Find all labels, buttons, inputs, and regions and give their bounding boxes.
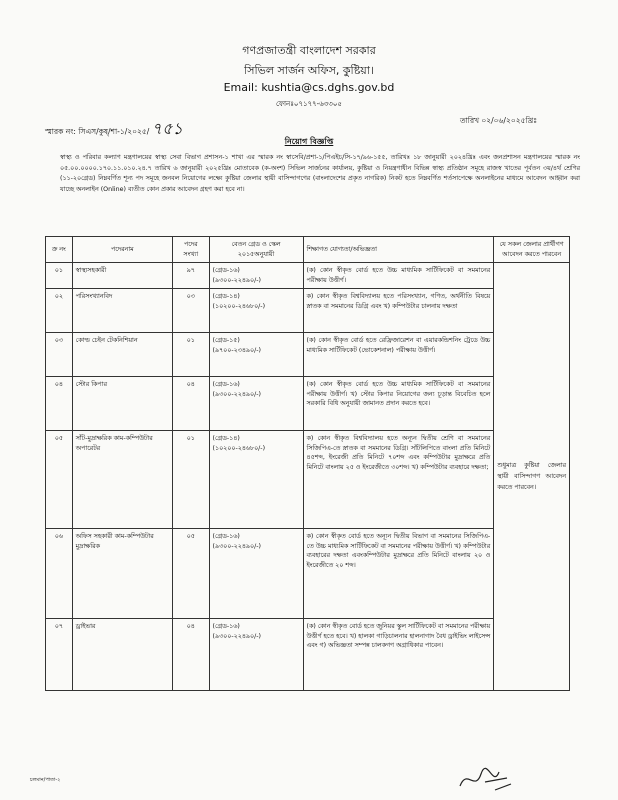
table-row <box>46 263 570 289</box>
row-grade: (গ্রেড-১৪) <box>212 435 240 442</box>
table-row <box>46 377 570 431</box>
row-serial: ০৬ <box>46 529 73 619</box>
row-grade: (গ্রেড-১৬) <box>212 623 240 630</box>
vacancy-table <box>45 236 570 691</box>
table-row <box>46 289 570 333</box>
row-scale: (১০২০০-২৪৬৮০/-) <box>212 444 266 452</box>
row-serial: ০৭ <box>46 619 73 691</box>
row-post-name: স্টোর কিপার <box>72 377 172 431</box>
row-scale: (৯৩০০-২২৪৯০/-) <box>212 390 261 398</box>
office-phone: ফোনঃ০৭১৭৭-৬৩৩০৫ <box>276 100 342 108</box>
office-email: Email: kushtia@cs.dghs.gov.bd <box>223 81 395 94</box>
row-qualification: (ক) কোন স্বীকৃত বোর্ড হতে উচ্চ মাধ্যমিক সার্টিফিকেট বা সমমানের পরীক্ষায় উত্তীর্ণ। <box>303 263 494 289</box>
row-grade-scale <box>209 431 303 529</box>
row-scale: (৯৭০০-২৩৪৯০/-) <box>212 346 261 354</box>
row-serial: ০২ <box>46 289 73 333</box>
memo-ref-number: ৭৫১ <box>151 119 183 138</box>
row-qualification: (ক) কোন স্বীকৃত বোর্ড হতে জুনিয়র স্কুল সার্টিফিকেট বা সমমানের পরীক্ষায় উত্তীর্ণ হতে হবে। খ) হালকা গাড়িচালনার হালনাগাদ বৈধ ড্রাইভিং লাইসেন্স এবং গ) অভিজ্ঞতা সম্পন্ন চালকগণ অগ্রাধিকার পাবেন। <box>303 619 494 691</box>
memo-date: তারিখ ০২/০৬/২০২৫খ্রিঃ <box>460 116 538 125</box>
row-post-name: ড্রাইভার <box>72 619 172 691</box>
col-qualification: শিক্ষাগত যোগ্যতা/অভিজ্ঞতা <box>303 237 494 263</box>
col-eligibility: যে সকল জেলার প্রার্থীগণ আবেদন করতে পারবেন <box>494 237 570 263</box>
row-grade-scale <box>209 377 303 431</box>
table-row <box>46 619 570 691</box>
row-post-count: ০৪ <box>172 619 209 691</box>
row-grade-scale <box>209 619 303 691</box>
row-qualification: ক) কোন স্বীকৃত বিশ্ববিদ্যালয় হতে পরিসংখ্যান, গণিত, অর্থনীতি বিষয়ে স্নাতক বা সমমানের ডিগ্রি এবং খ) কম্পিউটার চালনায় দক্ষতা <box>303 289 494 333</box>
row-scale: (৯৩০০-২২৪৯০/-) <box>212 276 261 284</box>
col-serial: ক্র নং <box>46 237 73 263</box>
row-post-name: অফিস সহকারী কাম-কম্পিউটার মুদ্রাক্ষরিক <box>72 529 172 619</box>
col-grade: বেতন গ্রেড ও স্কেল ২০১৫অনুযায়ী <box>209 237 303 263</box>
notice-title: নিয়োগ বিজ্ঞপ্তি <box>284 137 334 146</box>
page-continuation: চলমান/পাতা-২ <box>30 777 61 783</box>
row-grade: (গ্রেড-১৬) <box>212 267 240 274</box>
row-scale: (১০২০০-২৪৬৮০/-) <box>212 302 266 310</box>
row-post-name: পরিসংখ্যানবিদ <box>72 289 172 333</box>
signature <box>455 764 515 794</box>
memo-ref-label: স্মারক নং: সিএস/কুষ্/শা-১/২০২৫/ <box>45 127 150 136</box>
row-qualification: ক) কোন স্বীকৃত বিশ্ববিদ্যালয় হতে অন্যূন দ্বিতীয় শ্রেণি বা সমমানের সিজিপিএ-তে স্নাতক বা সমমানের ডিগ্রি। সাঁটলিপিতে বাংলা প্রতি মিনিটে ৪৫শব্দ, ইংরেজী প্রতি মিনিটে ৭০শব্দ এবং কম্পিউটার মুদ্রাক্ষরে প্রতি মিনিটে বাংলায় ২৫ ও ইংরেজীতে ৩০শব্দ। খ) কম্পিউটার ব্যবহারে দক্ষতা; <box>303 431 494 529</box>
row-grade-scale <box>209 333 303 377</box>
row-qualification: ক) কোন স্বীকৃত বোর্ড হতে অন্যূন দ্বিতীয় বিভাগ বা সমমানের সিজিপিএ-তে উচ্চ মাধ্যমিক সার্টিফিকেট বা সমমানের পরীক্ষায় উত্তীর্ণ। খ) কম্পিউটার ব্যবহারের দক্ষতা এবংকম্পিউটার মুদ্রাক্ষরে প্রতি মিনিটে বাংলায় ২০ ও ইংরেজীতে ২০ শব্দ। <box>303 529 494 619</box>
row-scale: (৯৩০০-২২৪৯০/-) <box>212 632 261 640</box>
col-count: পদের সংখ্যা <box>172 237 209 263</box>
row-grade-scale <box>209 529 303 619</box>
row-post-count: ০১ <box>172 431 209 529</box>
row-serial: ০৫ <box>46 431 73 529</box>
eligibility-cell: শুধুমাত্র কুষ্টিয়া জেলার স্থায়ী বাসিন্দাগণ আবেদন করতে পারবেন। <box>494 263 570 691</box>
table-header-row <box>46 237 570 263</box>
row-qualification: (ক) কোন স্বীকৃত বোর্ড হতে উচ্চ মাধ্যমিক সার্টিফিকেট বা সমমানের পরীক্ষায় উত্তীর্ণ। খ) স্টোর কিপার নিয়োগের জন্য চূড়ান্ত বিবেচিত হলে সরকারি বিধি অনুযায়ী জামানত প্রদান করতে হবে। <box>303 377 494 431</box>
row-post-name: সাঁট-মুদ্রাক্ষরিক কাম-কম্পিউটার অপারেটর <box>72 431 172 529</box>
row-grade-scale <box>209 263 303 289</box>
row-grade: (গ্রেড-১৪) <box>212 293 240 300</box>
row-post-count: ০৩ <box>172 289 209 333</box>
table-row <box>46 529 570 619</box>
row-qualification: (ক) কোন স্বীকৃত বোর্ড হতে রেফ্রিজারেশন বা এয়ারকন্ডিশনিং ট্রেডে উচ্চ মাধ্যমিক সার্টিফিকেট (ভোকেশনাল) পরীক্ষায় উত্তীর্ণ। <box>303 333 494 377</box>
row-post-count: ০১ <box>172 333 209 377</box>
row-post-name: স্বাস্থ্যসহকারী <box>72 263 172 289</box>
col-post: পদেরনাম <box>72 237 172 263</box>
row-serial: ০১ <box>46 263 73 289</box>
row-grade: (গ্রেড-১৫) <box>212 337 240 344</box>
row-serial: ০৩ <box>46 333 73 377</box>
table-row <box>46 431 570 529</box>
row-serial: ০৪ <box>46 377 73 431</box>
row-post-name: কোল্ড চেইন টেকনিশিয়ান <box>72 333 172 377</box>
org-name: গণপ্রজাতন্ত্রী বাংলাদেশ সরকার <box>242 44 376 57</box>
row-post-count: ০৪ <box>172 377 209 431</box>
row-post-count: ০৫ <box>172 529 209 619</box>
row-scale: (৯৩০০-২২৪৯০/-) <box>212 542 261 550</box>
row-grade-scale <box>209 289 303 333</box>
row-post-count: ৯৭ <box>172 263 209 289</box>
office-name: সিভিল সার্জন অফিস, কুষ্টিয়া। <box>244 64 374 77</box>
row-grade: (গ্রেড-১৬) <box>212 381 240 388</box>
row-grade: (গ্রেড-১৬) <box>212 533 240 540</box>
table-row <box>46 333 570 377</box>
intro-paragraph: স্বাস্থ্য ও পরিবার কল্যাণ মন্ত্রণালয়ের স্বাস্থ্য সেবা বিভাগ প্রশাসন-১ শাখা এর স্মারক নং স্বাসেবি/প্রশা-১/পিএইচ/সি-১৭/৯৬-১৫৫, তারিখঃ ১৮ জানুয়ারী ২০২৪খ্রিঃ এবং জনপ্রশাসন মন্ত্রণালয়ের স্মারক নং ০৫.০০.০০০০.১৭০.১১.০১০.২৪.৭ তারিখ ৬ জানুয়ারী ২০২৫খ্রিঃ মোতাবেক (ক-অংশ) সিভিল সার্জনের কার্যালয়, কুষ্টিয়া ও নিয়ন্ত্রণাধীন বিভিন্ন স্বাস্থ্য প্রতিষ্ঠান সমূহে রাজস্ব খাতের পূর্বতন ৩য়/৪র্থ শ্রেণির (১১-২০গ্রেড) নিম্নবর্ণিত শূন্য পদ সমূহে জনবল নিয়োগের লক্ষ্যে কুষ্টিয়া জেলার স্থায়ী বাসিন্দাগণের (বাংলাদেশের প্রকৃত নাগরিক) নিকট হতে নিম্নবর্ণিত শর্তসাপেক্ষে অনলাইনের মাধ্যমে আবেদন আহ্বান করা যাচ্ছে অনলাইন (Online) ব্যতীত কোন প্রকার আবেদন গ্রহণ করা হবে না। <box>60 154 580 193</box>
